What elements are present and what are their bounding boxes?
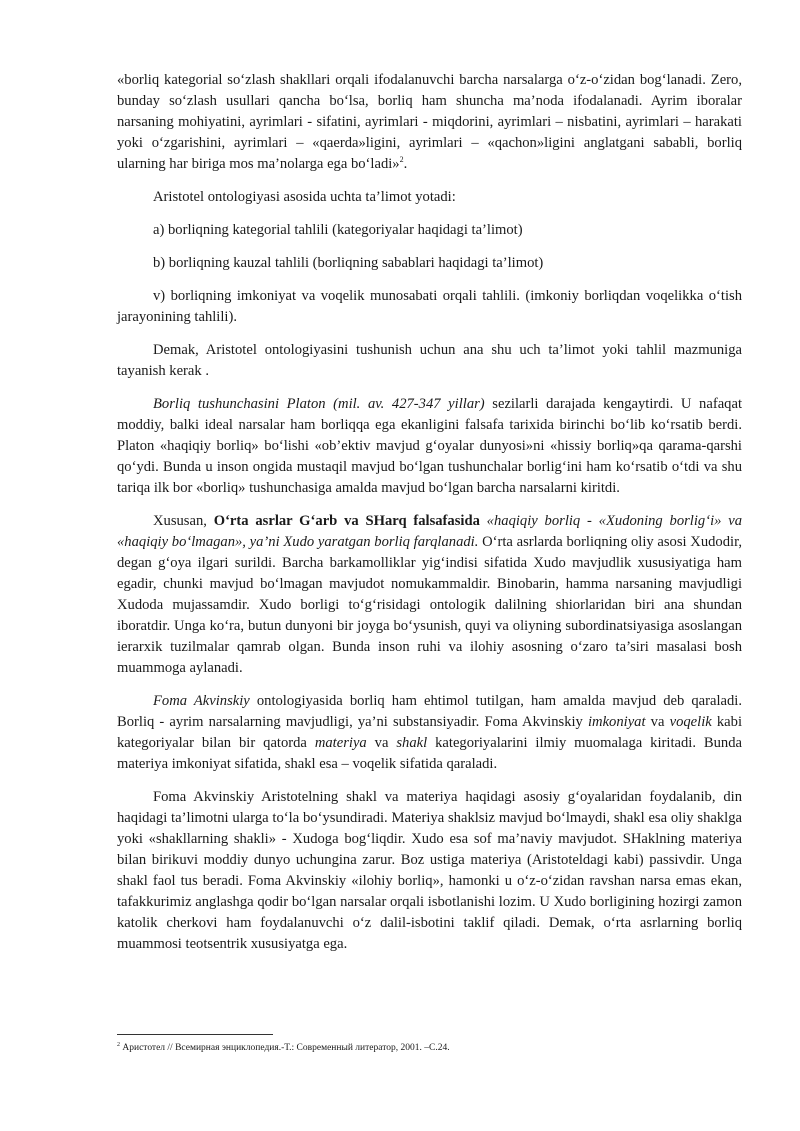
text-segment: a) borliqning kategorial tahlili (kategoriyalar haqidagi ta’limot) (153, 222, 523, 238)
text-segment: materiya (314, 735, 367, 751)
paragraph-p6 (117, 340, 742, 382)
paragraph-p2 (117, 187, 742, 208)
text-segment: imkoniyat (587, 714, 646, 730)
text-segment: «borliq kategorial so‘zlash shakllari orqali ifodalanuvchi barcha narsalarga o‘z-o‘zidan bog‘lanadi. Zero, bunday so‘zlash usullari qancha bo‘lsa, borliq ham shuncha ma’noda ifodalanadi. Ayrim iboralar narsaning mohiyatini, ayrimlari - sifatini, ayrimlari - miqdorini, ayrimlari – nisbatini, ayrimlari – harakati yoki o‘zgarishini, ayrimlari – «qaerda»ligini, ayrimlari – «qachon»ligini anglatgani sababli, borliq ularning har biriga mos ma’nolarga ega bo‘ladi» (117, 72, 742, 172)
paragraph-p4 (117, 253, 742, 274)
footnote-reference: 2 (399, 155, 404, 165)
paragraph-p9 (117, 691, 742, 775)
text-segment: Foma Akvinskiy (153, 693, 250, 709)
footnote-separator (117, 1034, 273, 1035)
text-segment: O‘rta asrlarda borliqning oliy asosi Xudodir, degan g‘oya ilgari surildi. Barcha barkamolliklar yig‘indisi sifatida Xudo mavjudlik xususiyatiga ham egadir, chunki mavjud bo‘lmagan mavjudot nomukammaldir. Binobarin, hamma narsaning mavjudligi Xudoda mujassamdir. Xudo borligi to‘g‘risidagi ontologik dalilning shiorlaridan biri ana shundan iboratdir. Unga ko‘ra, butun dunyoni bir joyga bo‘ysunish, quyi va oliyning subordinatsiyasiga asoslangan ierarxik tuzilmalar qamrab olgan. Bunda inson ruhi va ilohiy asosning o‘zaro ta’siri masalasi bosh muammoga aylanadi. (117, 534, 742, 676)
paragraph-p7 (117, 394, 742, 499)
text-segment: Xususan, (153, 513, 214, 529)
text-segment: kabi kategoriyalar bilan bir qatorda (117, 714, 742, 751)
text-segment: b) borliqning kauzal tahlili (borliqning sabablari haqidagi ta’limot) (153, 255, 544, 271)
paragraph-p3 (117, 220, 742, 241)
text-segment: va (645, 714, 670, 730)
text-segment: O‘rta asrlar G‘arb va SHarq falsafasida (213, 513, 480, 529)
text-segment: va (366, 735, 397, 751)
paragraph-p10 (117, 787, 742, 955)
text-segment: shakl (396, 735, 428, 751)
text-segment: kategoriyalarini ilmiy muomalaga kiritadi. Bunda materiya imkoniyat sifatida, shakl esa – voqelik sifatida qaraladi. (117, 735, 743, 772)
footnote-marker: 2 (117, 1041, 120, 1048)
document-body (117, 70, 742, 967)
footnote (117, 1042, 742, 1054)
text-segment: Demak, Aristotel ontologiyasini tushunish uchun ana shu uch ta’limot yoki tahlil mazmuniga tayanish kerak . (117, 342, 742, 379)
paragraph-p5 (117, 286, 742, 328)
footnote-text: Аристотел // Всемирная энциклопедия.-Т.: Современный литератор, 2001. –С.24. (120, 1043, 450, 1053)
text-segment: Borliq tushunchasini Platon (mil. av. 427-347 yillar) (153, 396, 485, 412)
text-segment: v) borliqning imkoniyat va voqelik munosabati orqali tahlili. (imkoniy borliqdan voqelikka o‘tish jarayonining tahlili). (117, 288, 742, 325)
text-segment: Aristotel ontologiyasi asosida uchta ta’limot yotadi: (153, 189, 456, 205)
text-segment: ontologiyasida borliq ham ehtimol tutilgan, ham amalda mavjud deb qaraladi. Borliq - ayrim narsalarning mavjudligi, ya’ni substansiyadir. Foma Akvinskiy (117, 693, 742, 730)
text-segment: «haqiqiy borliq - «Xudoning borlig‘i» va «haqiqiy bo‘lmagan», ya’ni Xudo yaratgan borliq farqlanadi. (117, 513, 742, 550)
text-segment: sezilarli darajada kengaytirdi. U nafaqat moddiy, balki ideal narsalar ham borliqqa ega ekanligini falsafa tarixida birinchi bo‘lib ko‘rsatib berdi. Platon «haqiqiy borliq» bo‘lishi «ob’ektiv mavjud g‘oyalar dunyosi»ni «hissiy borliq»qa qarama-qarshi qo‘ydi. Bunda u inson ongida mustaqil mavjud bo‘lgan tushunchalar borlig‘ini ham ko‘rsatib o‘tdi va shu tariqa ilk bor «borliq» tushunchasiga amalda mavjud bo‘lgan barcha narsalarni kiritdi. (117, 396, 742, 496)
text-segment: voqelik (669, 714, 712, 730)
text-segment: . (403, 156, 408, 172)
text-segment: Foma Akvinskiy Aristotelning shakl va materiya haqidagi asosiy g‘oyalaridan foydalanib, din haqidagi ta’limotni ularga to‘la bo‘ysundiradi. Materiya shaklsiz mavjud bo‘lmaydi, shakl esa oliy shaklga yoki «shakllarning shakli» - Xudoga bog‘liqdir. Xudo esa sof ma’naviy mavjudot. SHaklning materiya bilan birikuvi moddiy dunyo uchungina zarur. Boz ustiga materiya (Aristoteldagi kabi) passivdir. Unga shakl faol tus beradi. Foma Akvinskiy «ilohiy borliq», hamonki u o‘z-o‘zidan ravshan narsa emas ekan, tafakkurimiz anglashga qodir bo‘lgan narsalar orqali isbotlanishi lozim. U Xudo borligining hozirgi zamon katolik cherkovi ham foydalanuvchi o‘z dalil-isbotini taklif qiladi. Demak, o‘rta asrlarning borliq muammosi teotsentrik xususiyatga ega. (117, 789, 742, 952)
paragraph-p8 (117, 511, 742, 679)
paragraph-p1 (117, 70, 742, 175)
